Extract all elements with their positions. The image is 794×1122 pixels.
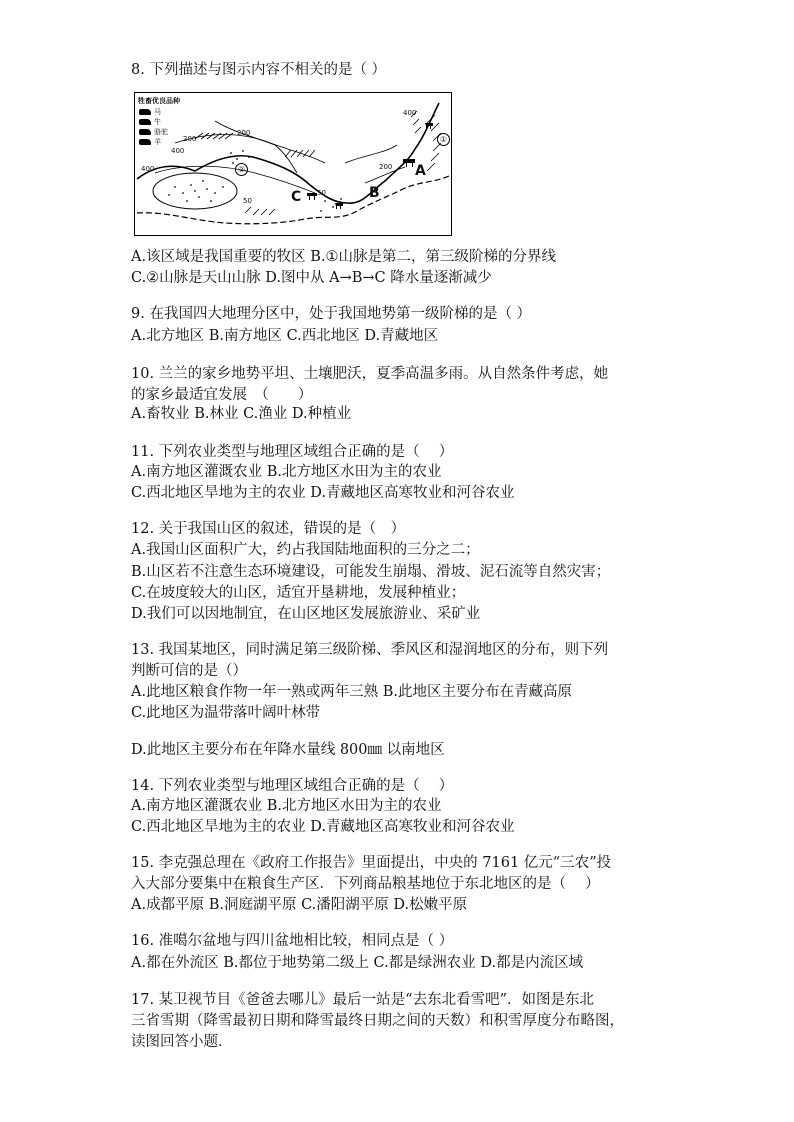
question-15-options: A.成都平原 B.洞庭湖平原 C.潘阳湖平原 D.松嫩平原	[131, 897, 468, 913]
horse-icon	[139, 109, 151, 115]
question-14-stem: 14. 下列农业类型与地理区域组合正确的是（ ）	[131, 778, 454, 794]
contour-label: 200	[237, 129, 251, 137]
legend-item-horse	[139, 107, 161, 117]
legend-label: 马	[154, 108, 161, 116]
question-13-option-ab: A.此地区粮食作物一年一熟或两年三熟 B.此地区主要分布在青藏高原	[131, 684, 572, 700]
question-16-stem: 16. 准噶尔盆地与四川盆地相比较，相同点是（ ）	[131, 933, 454, 949]
contour-label: 50	[317, 189, 326, 197]
question-13-stem-2: 判断可信的是（）	[131, 663, 247, 679]
question-12-option-c: C.在坡度较大的山区，适宜开垦耕地，发展种植业；	[131, 585, 466, 601]
question-14-option-ab: A.南方地区灌溉农业 B.北方地区水田为主的农业	[131, 798, 442, 814]
mountain-1-label: ①	[437, 133, 450, 146]
camel-icon	[139, 129, 151, 135]
question-17-stem-2: 三省雪期（降雪最初日期和降雪最终日期之间的天数）和积雪厚度分布略图，	[131, 1013, 624, 1029]
question-8-stem: 8. 下列描述与图示内容不相关的是（ ）	[131, 62, 387, 78]
question-17-stem-1: 17. 某卫视节目《爸爸去哪儿》最后一站是“去东北看雪吧”．如图是东北	[131, 992, 594, 1008]
cattle-icon	[139, 119, 151, 125]
question-11-stem: 11. 下列农业类型与地理区域组合正确的是（ ）	[131, 444, 454, 460]
question-12-stem: 12. 关于我国山区的叙述，错误的是（ ）	[131, 521, 406, 537]
point-b-label: B	[369, 185, 380, 201]
contour-label: 200	[183, 135, 197, 143]
question-10-options: A.畜牧业 B.林业 C.渔业 D.种植业	[131, 406, 352, 422]
question-13-option-d: D.此地区主要分布在年降水量线 800㎜ 以南地区	[131, 742, 445, 758]
sheep-icon	[139, 139, 151, 145]
contour-label: 400	[141, 165, 155, 173]
question-12-option-a: A.我国山区面积广大，约占我国陆地面积的三分之二；	[131, 542, 480, 558]
question-14-option-cd: C.西北地区旱地为主的农业 D.青藏地区高寒牧业和河谷农业	[131, 819, 515, 835]
legend-item-sheep	[139, 137, 161, 147]
question-17-stem-3: 读图回答小题．	[131, 1034, 233, 1050]
question-10-stem-2: 的家乡最适宜发展 （ ）	[131, 387, 313, 403]
question-16-options: A.都在外流区 B.都位于地势第二级上 C.都是绿洲农业 D.都是内流区域	[131, 955, 584, 971]
question-12-option-d: D.我们可以因地制宜，在山区地区发展旅游业、采矿业	[131, 606, 481, 622]
question-8-option-cd: C.②山脉是天山山脉 D.图中从 A→B→C 降水量逐渐减少	[131, 270, 492, 286]
question-8-option-ab: A.该区域是我国重要的牧区 B.①山脉是第二，第三级阶梯的分界线	[131, 249, 556, 265]
map-legend-title: 牲畜优良品种	[138, 97, 180, 105]
point-a-label: A	[415, 163, 426, 179]
contour-label: 400	[403, 109, 417, 117]
legend-label: 牛	[154, 118, 161, 126]
question-11-option-cd: C.西北地区旱地为主的农业 D.青藏地区高寒牧业和河谷农业	[131, 485, 515, 501]
legend-item-camel	[139, 127, 168, 137]
contour-label: 50	[243, 197, 252, 205]
point-c-label: C	[291, 189, 302, 205]
question-13-stem-1: 13. 我国某地区，同时满足第三级阶梯、季风区和湿润地区的分布，则下列	[131, 642, 609, 658]
contour-label: 200	[379, 163, 393, 171]
question-11-option-ab: A.南方地区灌溉农业 B.北方地区水田为主的农业	[131, 464, 442, 480]
question-9-stem: 9. 在我国四大地理分区中，处于我国地势第一级阶梯的是（ ）	[131, 306, 532, 322]
question-15-stem-2: 入大部分要集中在粮食生产区．下列商品粮基地位于东北地区的是（ ）	[131, 876, 600, 892]
question-12-option-b: B.山区若不注意生态环境建设，可能发生崩塌、滑坡、泥石流等自然灾害；	[131, 564, 611, 580]
legend-label: 羊	[154, 138, 161, 146]
question-10-stem-1: 10. 兰兰的家乡地势平坦、土壤肥沃，夏季高温多雨。从自然条件考虑，她	[131, 366, 609, 382]
question-9-options: A.北方地区 B.南方地区 C.西北地区 D.青藏地区	[131, 328, 439, 344]
legend-label: 骆驼	[154, 128, 168, 136]
mountain-2-label: ②	[235, 163, 248, 176]
contour-label: 400	[171, 147, 185, 155]
question-13-option-c: C.此地区为温带落叶阔叶林带	[131, 705, 321, 721]
livestock-region-map	[134, 92, 452, 236]
question-15-stem-1: 15. 李克强总理在《政府工作报告》里面提出，中央的 7161 亿元“三农”投	[131, 855, 612, 871]
legend-item-cattle	[139, 117, 161, 127]
